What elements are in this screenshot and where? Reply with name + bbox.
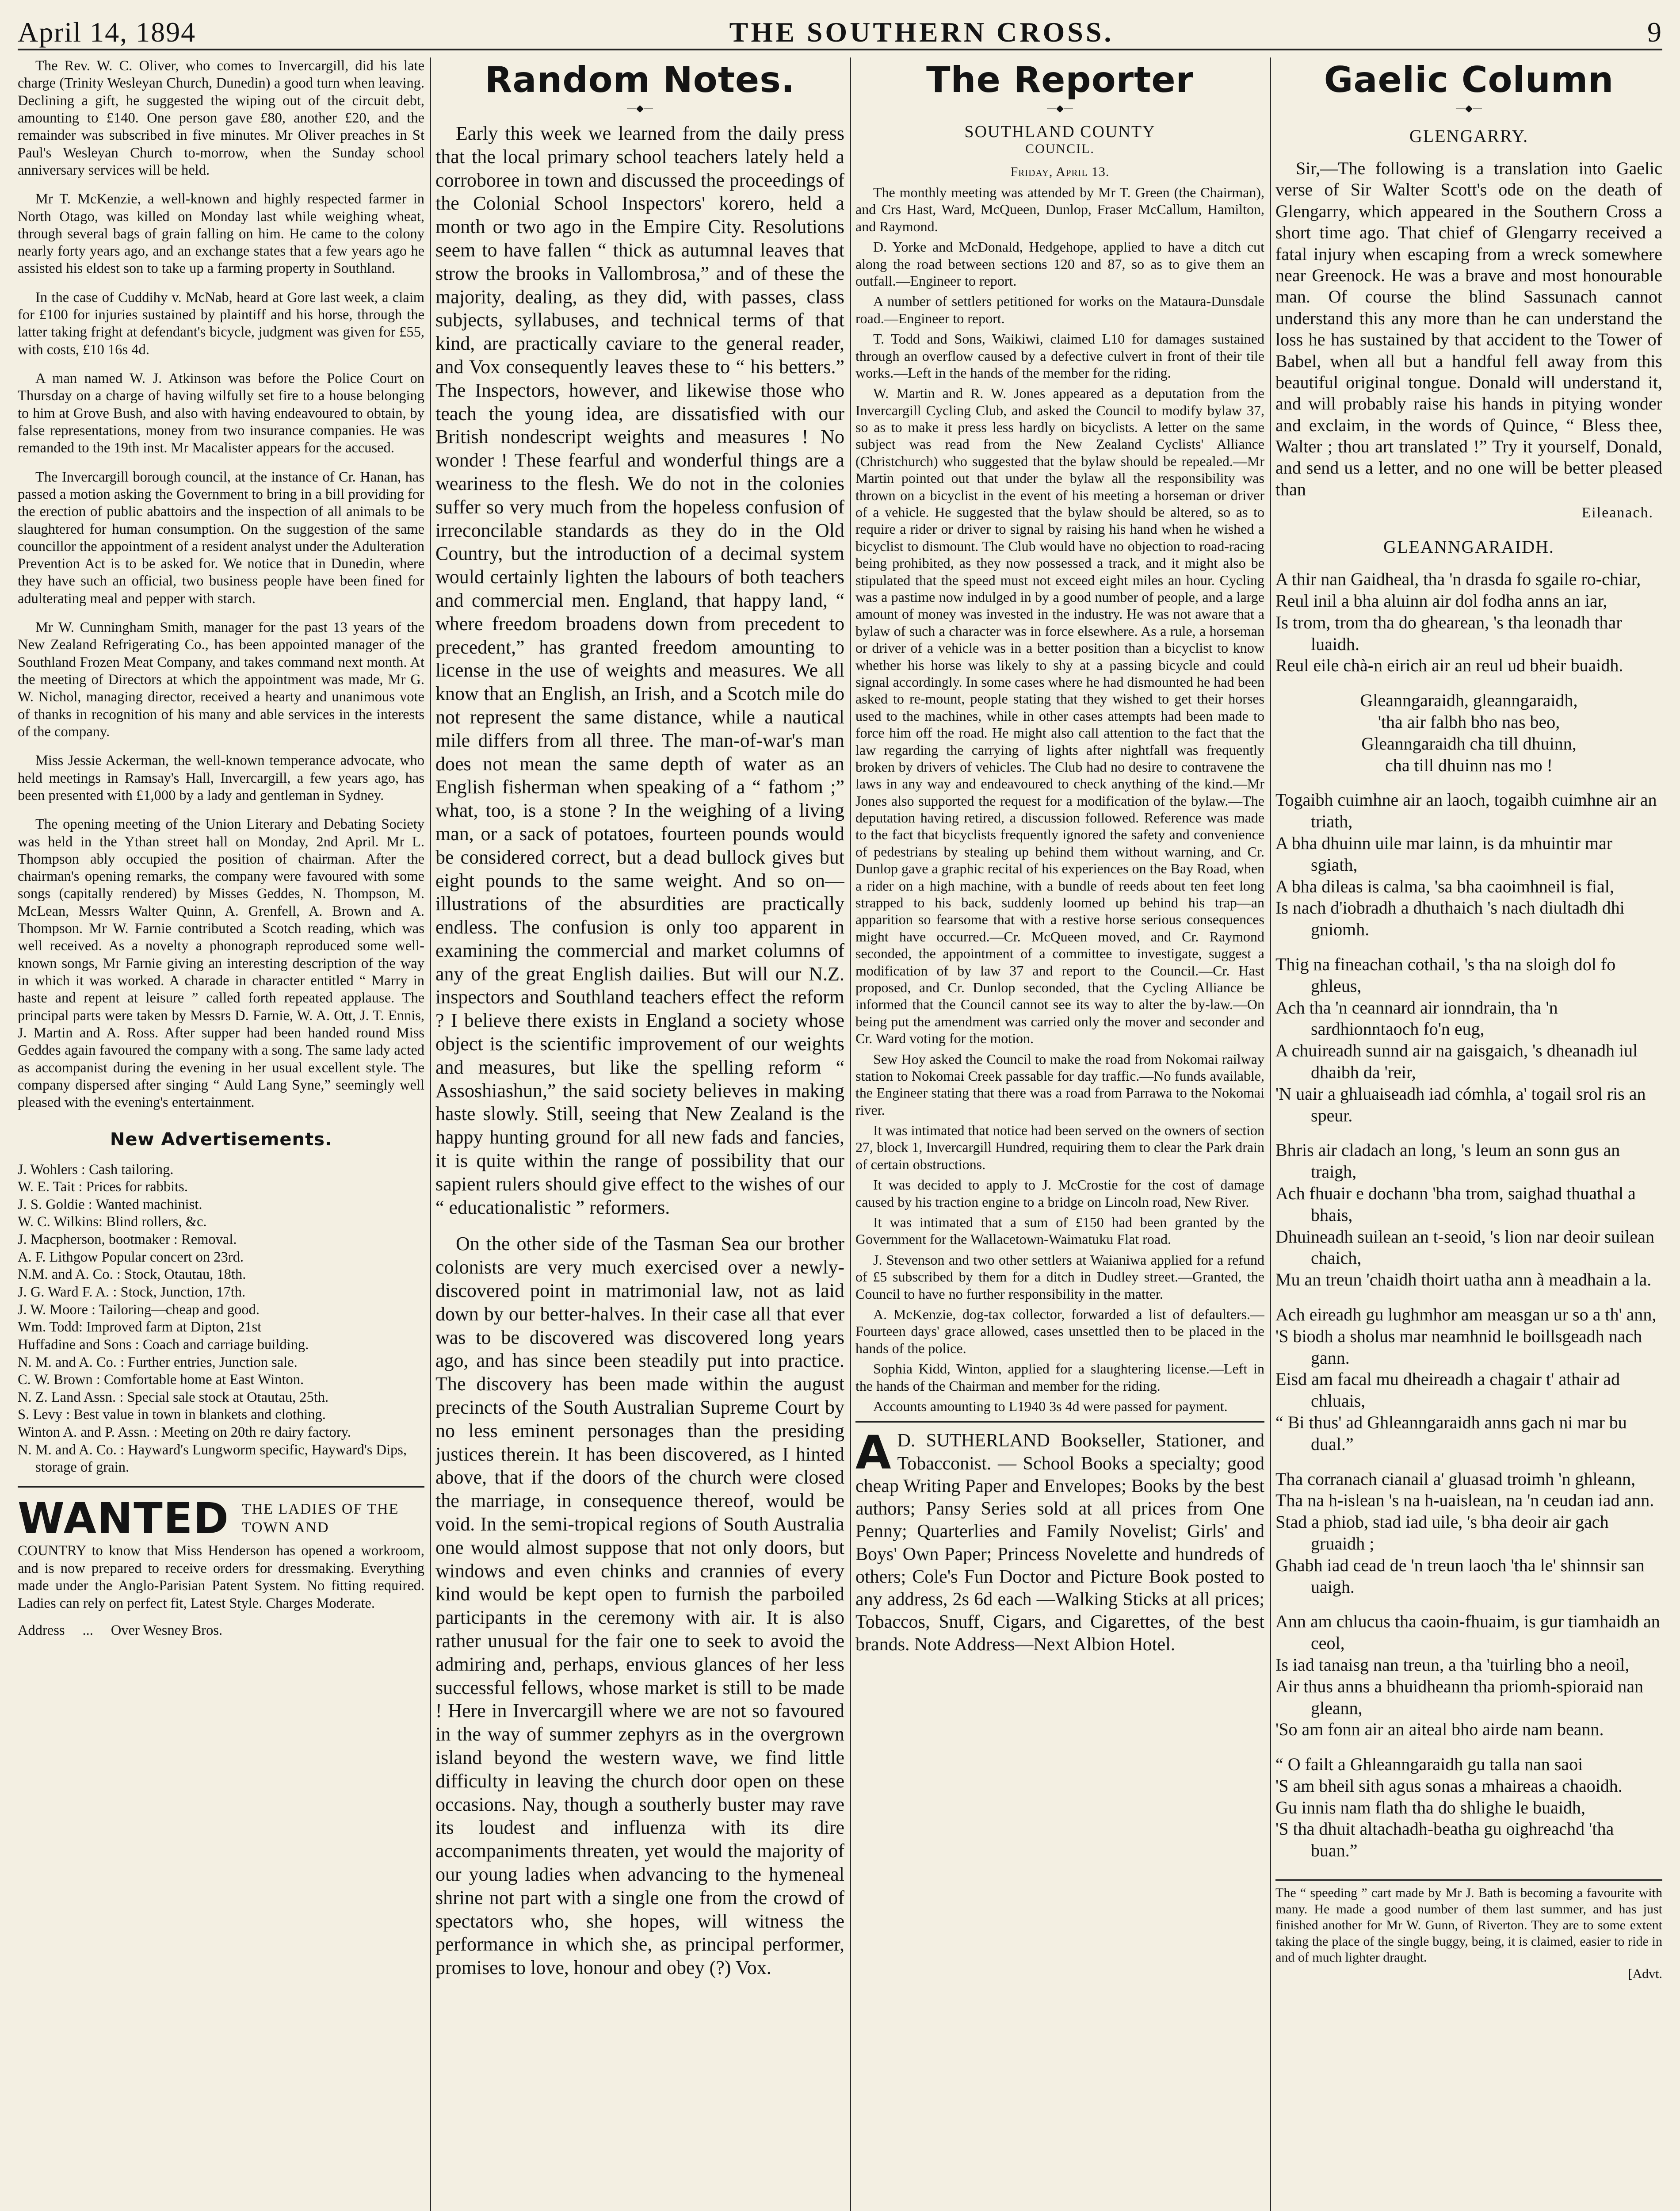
verse-line: Dhuineadh suilean an t-seoid, 's lion nar deoir suilean chaich, xyxy=(1275,1226,1654,1268)
column-news-items xyxy=(18,57,424,2211)
advertisement-note xyxy=(1275,1879,1662,1982)
divider xyxy=(18,1486,424,1488)
wanted-subhead: THE LADIES OF THE TOWN AND xyxy=(241,1500,399,1536)
advertisement-entry: W. C. Wilkins: Blind rollers, &c. xyxy=(18,1214,207,1230)
advertisement-entry: Winton A. and P. Assn. : Meeting on 20th re dairy factory. xyxy=(18,1424,351,1441)
verse-line: Mu an treun 'chaidh thoirt uatha ann à meadhain a la. xyxy=(1275,1270,1652,1290)
verse-line: Tha na h-islean 's na h-uaislean, na 'n ceudan iad ann. xyxy=(1275,1490,1654,1511)
advertisement-entry: N.M. and A. Co. : Stock, Otautau, 18th. xyxy=(18,1266,246,1283)
verse-line: Is nach d'iobradh a dhuthaich 's nach diultadh dhi gniomh. xyxy=(1275,898,1625,940)
verse-line: 'So am fonn air an aiteal bho airde nam beann. xyxy=(1275,1719,1604,1740)
note-sign: [Advt. xyxy=(1628,1966,1662,1981)
verse-line: Tha corranach cianail a' gluasad troimh 'n ghleann, xyxy=(1275,1469,1636,1489)
advertisement-entry: N. M. and A. Co. : Hayward's Lungworm specific, Hayward's Dips, storage of grain. xyxy=(18,1442,407,1476)
report-paragraph: Sophia Kidd, Winton, applied for a slaughtering license.—Left in the hands of the Chairman and member for the riding. xyxy=(855,1361,1264,1394)
verse-line: 'N uair a ghluaiseadh iad cómhla, a' togail srol ris an speur. xyxy=(1275,1083,1646,1125)
poem-stanza xyxy=(1275,1304,1662,1455)
address-label: Address xyxy=(18,1622,65,1638)
verse-line: Ann am chlucus tha caoin-fhuaim, is gur tiamhaidh an ceol, xyxy=(1275,1611,1660,1653)
advertisement-entry: J. G. Ward F. A. : Stock, Junction, 17th. xyxy=(18,1284,246,1300)
glengarry-title: GLENGARRY. xyxy=(1409,126,1529,146)
issue-date: April 14, 1894 xyxy=(18,16,196,48)
wanted-body: COUNTRY to know that Miss Henderson has opened a workroom, and is now prepared to receive orders for dressmaking. Everything made under the Anglo-Parisian Patent System. No fitting required. Ladies can rely on perfect fit, Latest Style. Charges Moderate. xyxy=(18,1543,424,1611)
verse-line: A bha dileas is calma, 'sa bha caoimhneil is fial, xyxy=(1275,876,1614,896)
paper-title: THE SOUTHERN CROSS. xyxy=(729,16,1114,48)
verse-line: Air thus anns a bhuidheann tha priomh-spioraid nan gleann, xyxy=(1275,1676,1644,1718)
poem-stanza xyxy=(1275,1469,1662,1598)
chorus-line: Gleanngaraidh cha till dhuinn, xyxy=(1361,733,1577,754)
verse-line: Ghabh iad cead de 'n treun laoch 'tha le' shinnsir san uaigh. xyxy=(1275,1555,1645,1597)
verse-line: Eisd am facal mu dheireadh a chagair t' athair ad chluais, xyxy=(1275,1369,1620,1411)
news-item: Miss Jessie Ackerman, the well-known temperance advocate, who held meetings in Ramsay's Hall, Invercargill, a few years ago, has been presented with £1,000 by a lady and gentleman in Sydney. xyxy=(18,753,424,803)
poem-stanza xyxy=(1275,1140,1662,1291)
meeting-date: Friday, April 13. xyxy=(1010,164,1110,179)
verse-line: Is iad tanaisg nan treun, a tha 'tuirling bho a neoil, xyxy=(1275,1654,1630,1675)
advertisement-entry: J. W. Moore : Tailoring—cheap and good. xyxy=(18,1301,260,1318)
report-paragraph: T. Todd and Sons, Waikiwi, claimed L10 for damages sustained through an overflow caused by a defective culvert in front of their tile works.—Left in the hands of the member for the riding. xyxy=(855,331,1264,381)
news-item: Mr T. McKenzie, a well-known and highly respected farmer in North Otago, was killed on Monday last while weighing wheat, through several bags of grain falling on him. He came to the colony nearly forty years ago, and an exchange states that a few years ago he assisted his eldest son to take up a farming property in Southland. xyxy=(18,191,424,277)
news-items xyxy=(18,57,424,1112)
verse-line: A bha dhuinn uile mar lainn, is da mhuintir mar sgiath, xyxy=(1275,833,1613,875)
poem-chorus xyxy=(1275,690,1662,776)
sutherland-advertisement xyxy=(855,1421,1264,1656)
chorus-line: 'tha air falbh bho nas beo, xyxy=(1378,712,1560,732)
council-title: SOUTHLAND COUNTY xyxy=(964,122,1156,141)
verse-line: Reul inil a bha aluinn air dol fodha anns an iar, xyxy=(1275,591,1607,611)
advertisement-entry: W. E. Tait : Prices for rabbits. xyxy=(18,1179,188,1195)
verse-line: Gu innis nam flath tha do shlighe le buaidh, xyxy=(1275,1797,1585,1817)
columns xyxy=(18,57,1662,2211)
wanted-advertisement xyxy=(18,1494,424,1639)
ornament: —◆— xyxy=(1046,103,1073,114)
report-paragraph: J. Stevenson and two other settlers at Waianiwa applied for a refund of £5 subscribed by them for a ditch in Dudley street.—Granted, the Council to have no further responsibility in the matter. xyxy=(855,1251,1264,1302)
verse-line: Reul eile chà-n eirich air an reul ud bheir buaidh. xyxy=(1275,655,1623,676)
verse-line: 'S am bheil sith agus sonas a mhaireas a chaoidh. xyxy=(1275,1775,1623,1796)
masthead xyxy=(18,4,1662,50)
poem-stanzas xyxy=(1275,789,1662,1862)
report-paragraph: Sew Hoy asked the Council to make the road from Nokomai railway station to Nokomai Creek passable for day traffic.—No funds available, the Engineer stating that there was a road from Parrawa to the Nokomai river. xyxy=(855,1051,1264,1118)
advertisement-entry: N. Z. Land Assn. : Special sale stock at Otautau, 25th. xyxy=(18,1389,329,1405)
poem-title: GLEANNGARAIDH. xyxy=(1383,537,1554,557)
verse-line: Togaibh cuimhne air an laoch, togaibh cuimhne air an triath, xyxy=(1275,790,1657,832)
advertisement-entry: J. Wohlers : Cash tailoring. xyxy=(18,1161,174,1178)
council-subtitle: COUNCIL. xyxy=(1025,142,1095,156)
verse-line: 'S tha dhuit altachadh-beatha gu oighreachd 'tha buan.” xyxy=(1275,1819,1614,1861)
report-paragraph: It was intimated that notice had been served on the owners of section 27, block 1, Invercargill Hundred, requiring them to clear the Park drain of certain obstructions. xyxy=(855,1122,1264,1172)
poem-stanza xyxy=(1275,789,1662,941)
verse-line: “ Bi thus' ad Ghleanngaraidh anns gach ni mar bu dual.” xyxy=(1275,1412,1627,1454)
column-reporter xyxy=(855,57,1264,2211)
report-paragraph: The monthly meeting was attended by Mr T. Green (the Chairman), and Crs Hast, Ward, McQueen, Dunlop, Fraser McCallum, Hamilton, and Raymond. xyxy=(855,184,1264,234)
report-paragraph: It was intimated that a sum of £150 had been granted by the Government for the Wallacetown-Waimatuku Flat road. xyxy=(855,1214,1264,1247)
verse-line: Thig na fineachan cothail, 's tha na sloigh dol fo ghleus, xyxy=(1275,954,1616,996)
verse-line: A chuireadh sunnd air na gaisgaich, 's dheanadh iul dhaibh da 'reir, xyxy=(1275,1040,1638,1082)
verse-line: Is trom, trom tha do ghearean, 's tha leonadh thar luaidh. xyxy=(1275,612,1622,654)
drop-capital: A xyxy=(855,1426,891,1480)
letter-signature: Eileanach. xyxy=(1581,505,1653,521)
advertisement-entry: S. Levy : Best value in town in blankets and clothing. xyxy=(18,1407,326,1423)
chorus-line: Gleanngaraidh, gleanngaraidh, xyxy=(1360,690,1578,711)
verse-line: Ach eireadh gu lughmhor am measgan ur so a th' ann, xyxy=(1275,1304,1657,1324)
news-item: Mr W. Cunningham Smith, manager for the past 13 years of the New Zealand Refrigerating Co., has been appointed manager of the Southland Frozen Meat Company, and takes command next month. At the meeting of Directors at which the appointment was made, Mr G. W. Nichol, managing director, received a hearty and unanimous vote of thanks in recognition of his many and able services in the interests of the company. xyxy=(18,620,424,740)
report-paragraph: A. McKenzie, dog-tax collector, forwarded a list of defaulters.—Fourteen days' grace allowed, cases unsettled then to be placed in the hands of the police. xyxy=(855,1306,1264,1356)
advertisement-entry: C. W. Brown : Comfortable home at East Winton. xyxy=(18,1372,304,1388)
advertisement-entry: Huffadine and Sons : Coach and carriage building. xyxy=(18,1336,309,1353)
chorus-line: cha till dhuinn nas mo ! xyxy=(1385,755,1553,775)
news-item: The opening meeting of the Union Literary and Debating Society was held in the Ythan street hall on Monday, 2nd April. Mr L. Thompson ably occupied the position of chairman. After the chairman's opening remarks, the company were favoured with some songs (capitally rendered) by Misses Geddes, N. Thompson, M. McLean, Messrs Walter Quinn, A. Grenfell, A. Brown and A. Thompson. Mr W. Farnie contributed a Scotch reading, which was well received. As a novelty a phonograph reproduced some well-known songs, Mr Farnie giving an interesting description of the way in which it was worked. A charade in character entitled “ Marry in haste and repent at leisure ” called forth repeated applause. The principal parts were taken by Messrs D. Farnie, W. A. Ott, J. T. Ennis, J. Martin and A. Ross. After supper had been handed round Miss Geddes again favoured the company with a song. The same lady acted as accompanist during the evening in her usual excellent style. The company dispersed after singing “ Auld Lang Syne,” seemingly well pleased with the evening's entertainment. xyxy=(18,816,424,1111)
poem-stanza xyxy=(1275,569,1662,677)
report-paragraph: It was decided to apply to J. McCrostie for the cost of damage caused by his traction engine to a bridge on Lincoln road, New River. xyxy=(855,1177,1264,1210)
column-random-notes xyxy=(435,57,844,2211)
news-item: A man named W. J. Atkinson was before the Police Court on Thursday on a charge of having wilfully set fire to a house belonging to him at Grove Bush, and also with having endeavoured to obtain, by false representations, money from two insurance companies. He was remanded to the 19th inst. Mr Macalister appears for the accused. xyxy=(18,371,424,456)
gaelic-column-heading: Gaelic Column xyxy=(1324,59,1614,100)
random-notes-body xyxy=(435,122,844,1980)
address-value: Over Wesney Bros. xyxy=(111,1622,223,1638)
advertisement-entry: N. M. and A. Co. : Further entries, Junction sale. xyxy=(18,1354,298,1370)
council-report xyxy=(855,184,1264,1415)
random-notes-heading: Random Notes. xyxy=(485,59,795,100)
advertisement-entry: A. F. Lithgow Popular concert on 23rd. xyxy=(18,1249,244,1265)
news-item: The Invercargill borough council, at the instance of Cr. Hanan, has passed a motion asking the Government to bring in a bill providing for the erection of public abattoirs and the inspection of all animals to be slaughtered for human consumption. On the suggestion of the same councillor the appointment of a resident analyst under the Adulteration Prevention Act is to be asked for. We notice that in Dunedin, where they have such an official, two business people have been fined for adulterating meal and pepper with starch. xyxy=(18,469,424,607)
news-item: In the case of Cuddihy v. McNab, heard at Gore last week, a claim for £100 for injuries sustained by plaintiff and his horse, through the latter taking fright at defendant's bicycle, judgment was given for £55, with costs, £10 16s 4d. xyxy=(18,289,424,358)
advertisement-text: D. SUTHERLAND Bookseller, Stationer, and Tobacconist. — School Books a specialty; good cheap Writing Paper and Envelopes; Books by the best authors; Pansy Series sold at all prices from One Penny; Quarterlies and Family Novelist; Girls' and Boys' Own Paper; Princess Novelette and hundreds of others; Cole's Fun Doctor and Picture Book posted to any address, 2s 6d each —Walking Sticks at all prices; Tobaccos, Snuff, Cigars, and Cigarettes, of the best brands. Note Address—Next Albion Hotel. xyxy=(855,1431,1264,1655)
letter-body: Sir,—The following is a translation into Gaelic verse of Sir Walter Scott's ode on the death of Glengarry, which appeared in the Southern Cross a short time ago. That chief of Glengarry received a fatal injury when escaping from a wreck somewhere near Greenock. He was a brave and most honourable man. Of course the blind Sassunach cannot understand this any more than he can understand the loss he has sustained by that accident to the Tower of Babel, when all but a handful fell away from this beautiful original tongue. Donald will understand it, and will probably raise his hands in pitying wonder and exclaim, in the words of Quince, “ Bless thee, Walter ; thou art translated !” Try it yourself, Donald, and send us a letter, and no one will be better pleased than xyxy=(1275,158,1662,499)
ornament: —◆— xyxy=(626,103,653,114)
verse-line: “ O failt a Ghleanngaraidh gu talla nan saoi xyxy=(1275,1754,1583,1775)
verse-line: A thir nan Gaidheal, tha 'n drasda fo sgaile ro-chiar, xyxy=(1275,569,1641,589)
report-paragraph: W. Martin and R. W. Jones appeared as a deputation from the Invercargill Cycling Club, and asked the Council to modify bylaw 37, so as to make it press less hardly on bicyclists. A letter on the same subject was read from the New Zealand Cyclists' Alliance (Christchurch) who suggested that the bylaw should be repealed.—Mr Martin pointed out that under the bylaw all the responsibility was thrown on a bicyclist in the event of his meeting a horseman or driver of a vehicle. He suggested that the bylaw should be altered, so as to require a rider or driver to signal by raising his hand when he wished a bicyclist to dismount. The Club would have no objection to road-racing being prohibited, as they now possessed a track, and it might also be stipulated that the speed must not exceed eight miles an hour. Cycling was a pastime now indulged in by a good number of people, and a large amount of money was invested in the industry. He was not aware that a bylaw of such a character was in force elsewhere. As a rule, a horseman or driver of a vehicle was in a better position than a bicyclist to know whether his horse was likely to shy at a passing bicycle and could signal accordingly. In some cases where he had dismounted he had been asked to re-mount, people stating that they wished to get their horses used to the machines, while in other cases attempts had been made to force him off the road. He might also call attention to the fact that the law regarding the carrying of lights after nightfall was frequently broken by drivers of vehicles. The Club had no desire to contravene the laws in any way and endeavoured to check anything of the kind.—Mr Jones also supported the request for a modification of the bylaw.—The deputation having retired, a discussion followed. Reference was made to the fact that bicyclists frequently ignored the safety and convenience of pedestrians by stealing up behind them without warning, and Cr. Dunlop gave a graphic recital of his experiences on the Bay Road, when a rider on a high machine, with a bundle of reeds about ten feet long strapped to his back, suddenly loomed up behind his trap—an apparition so fearsome that with a restive horse serious consequences might have occurred.—Cr. McQueen moved, and Cr. Raymond seconded, the appointment of a committee to investigate, suggest a modification of by law 37 and report to the Council.—Cr. Hast proposed, and Cr. Dunlop seconded, that the Cycling Alliance be informed that the Council cannot see its way to alter the by-law.—On being put the amendment was carried only the mover and seconder and Cr. Ward voting for the motion. xyxy=(855,385,1264,1047)
wanted-address xyxy=(18,1622,424,1639)
poem-stanza xyxy=(1275,1611,1662,1740)
article-paragraph: Early this week we learned from the daily press that the local primary school teachers lately held a corroboree in town and discussed the proceedings of the Colonial School Inspectors' korero, held a month or two ago in the Empire City. Resolutions seem to have fallen “ thick as autumnal leaves that strow the brooks in Vallombrosa,” and of these the majority, dealing, as they did, with passes, class subjects, syllabuses, and technical terms of that kind, are practically caviare to the general reader, and Vox consequently leaves these to “ his betters.” The Inspectors, however, and likewise those who teach the young idea, are dissatisfied with our British nondescript weights and measures ! No wonder ! These fearful and wonderful things are a weariness to the flesh. We do not in the colonies suffer so very much from the hopeless confusion of irreconcilable standards as they do in the Old Country, but the introduction of a decimal system would certainly lighten the labours of both teachers and commercial men. England, that happy land, “ where freedom broadens down from precedent to precedent,” has granted freedom amounting to license in the use of weights and measures. We all know that an English, an Irish, and a Scotch mile do not represent the same distance, while a nautical mile differs from all three. The man-of-war's man does not mean the same depth of water as an English fisherman when speaking of a “ fathom ;” what, too, is a stone ? In the weighing of a living man, or a sack of potatoes, fourteen pounds would be considered correct, but a dead bullock gives but eight pounds to the same weight. And so on—illustrations of the absurdities are practically endless. The confusion is only too apparent in examining the commercial and market columns of any of the great English dailies. But will our N.Z. inspectors and Southland teachers effect the reform ? I believe there exists in England a society whose object is the scientific improvement of our weights and measures, but like the spelling reform “ Assoshiashun,” the said society believes in making haste slowly. Still, seeing that New Zealand is the happy hunting ground for all new fads and fancies, it is quite within the range of possibility that our sapient rulers should give effect to the wishes of our “ educationalistic ” reformers. xyxy=(435,122,844,1218)
advertisement-entry: J. S. Goldie : Wanted machinist. xyxy=(18,1196,202,1213)
verse-line: Ach tha 'n ceannard air ionndrain, tha 'n sardhionntaoch fo'n eug, xyxy=(1275,997,1558,1039)
verse-line: Ach fhuair e dochann 'bha trom, saighad thuathal a bhais, xyxy=(1275,1183,1636,1225)
report-paragraph: A number of settlers petitioned for works on the Mataura-Dunsdale road.—Engineer to report. xyxy=(855,293,1264,326)
poem-stanza xyxy=(1275,1754,1662,1862)
ornament: —◆— xyxy=(1455,103,1482,114)
address-dots: ... xyxy=(82,1622,93,1638)
report-paragraph: Accounts amounting to L1940 3s 4d were passed for payment. xyxy=(873,1398,1228,1414)
news-item: The Rev. W. C. Oliver, who comes to Invercargill, did his late charge (Trinity Wesleyan Church, Dunedin) a good turn when leaving. Declining a gift, he suggested the wiping out of the circuit debt, amounting to £140. One person gave £80, another £20, and the remainder was subscribed in five minutes. Mr Oliver preaches in St Paul's Wesleyan Church to-morrow, when the Sunday school anniversary services will be held. xyxy=(18,58,424,178)
article-paragraph: On the other side of the Tasman Sea our brother colonists are very much exercised over a newly-discovered point in matrimonial law, not as laid down by our better-halves. In their case all that ever was to be discovered was discovered long years ago, and has since been steadily put into practice. The discovery has been made within the august precincts of the South Australian Supreme Court by no less eminent personages than the presiding justices therein. It has been discovered, as I hinted above, that if the doors of the church were closed the marriage, in consequence thereof, would be void. In the semi-tropical regions of South Australia one would almost suppose that not only doors, but windows and even chinks and crannies of every kind would be kept open to furnish the parboiled participants in the ceremony with air. It is also rather unusual for the fair one to seek to avoid the admiring and, perhaps, envious glances of her less successful fellows, whose market is still to be made ! Here in Invercargill where we are not so favoured in the way of summer zephyrs as in the overgrown island beyond the western wave, we find little difficulty in leaving the church door open on these occasions. Nay, though a southerly buster may rave its loudest and influenza with its dire accompaniments threaten, yet would the majority of our young ladies when advancing to the hymeneal shrine not part with a single one from the crowd of spectators who, she hopes, will witness the performance in which she, as principal performer, promises to love, honour and obey (?) Vox. xyxy=(435,1233,844,1979)
advertisement-index xyxy=(18,1161,424,1477)
new-advertisements-heading: New Advertisements. xyxy=(110,1129,332,1150)
verse-line: Stad a phiob, stad iad uile, 's bha deoir air gach gruaidh ; xyxy=(1275,1512,1609,1553)
report-paragraph: D. Yorke and McDonald, Hedgehope, applied to have a ditch cut along the road between sections 120 and 87, so as to give them an outfall.—Engineer to report. xyxy=(855,239,1264,289)
wanted-headline: WANTED xyxy=(18,1494,229,1544)
verse-line: Bhris air cladach an long, 's leum an sonn gus an traigh, xyxy=(1275,1140,1620,1182)
advertisement-entry: J. Macpherson, bootmaker : Removal. xyxy=(18,1232,237,1248)
verse-line: 'S biodh a sholus mar neamhnid le boillsgeadh nach gann. xyxy=(1275,1326,1642,1368)
note-text: The “ speeding ” cart made by Mr J. Bath is becoming a favourite with many. He made a good number of them last summer, and has just finished another for Mr W. Gunn, of Riverton. They are to some extent taking the place of the single buggy, being, it is claimed, easier to ride in and of much lighter draught. xyxy=(1275,1886,1662,1965)
poem-stanza xyxy=(1275,954,1662,1126)
advertisement-entry: Wm. Todd: Improved farm at Dipton, 21st xyxy=(18,1319,262,1335)
reporter-heading: The Reporter xyxy=(926,59,1194,100)
column-gaelic xyxy=(1275,57,1662,2211)
page-number: 9 xyxy=(1647,16,1662,48)
